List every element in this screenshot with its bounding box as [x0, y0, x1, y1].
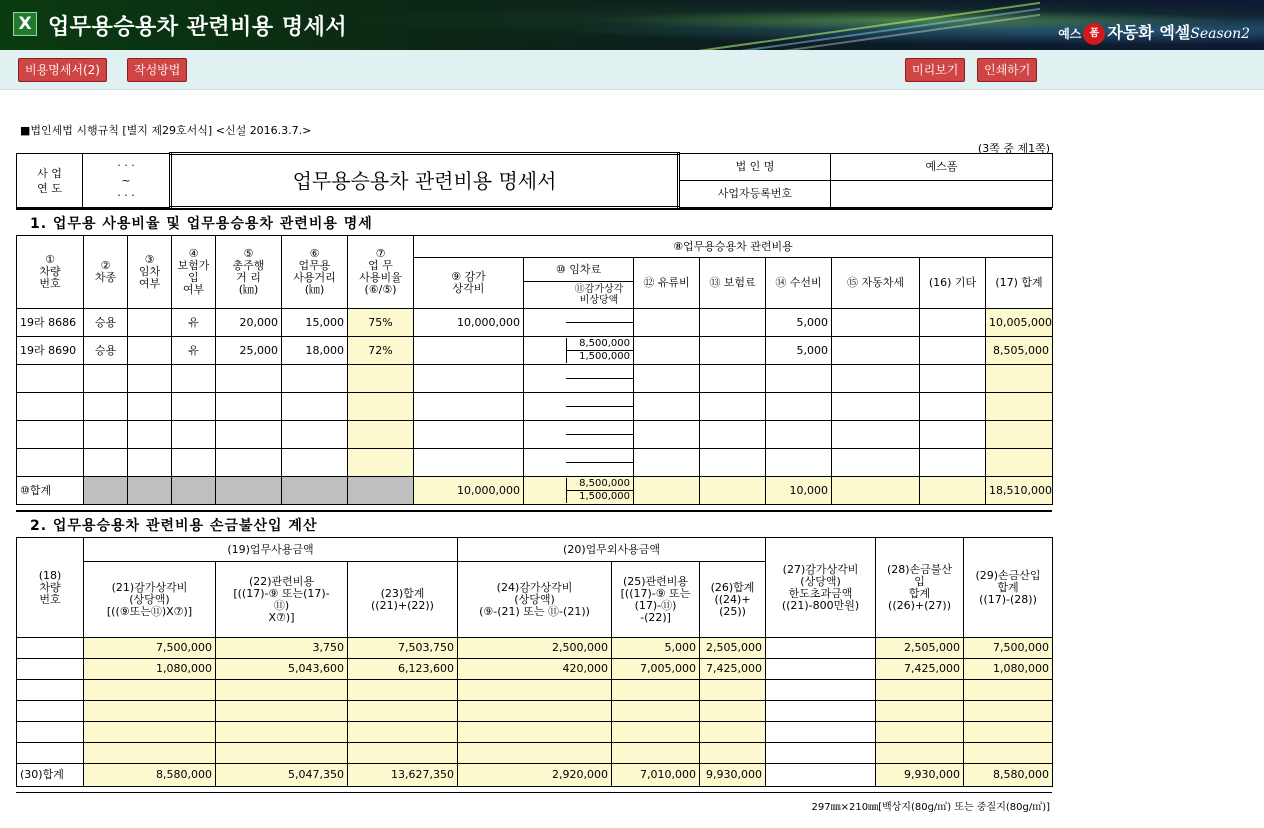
total-cell [986, 365, 1053, 393]
divider [16, 208, 1052, 210]
insured-cell[interactable] [172, 393, 216, 421]
car-no-cell[interactable]: 19라 8690 [17, 337, 84, 365]
deductible-cell: 1,080,000 [964, 659, 1053, 680]
depr-excess-cell [766, 659, 876, 680]
usage-ratio-cell [348, 421, 414, 449]
car-tax-cell[interactable] [832, 421, 920, 449]
nonbiz-related-cell [612, 743, 700, 764]
depreciation-cell[interactable] [414, 421, 524, 449]
th-car-tax: ⑮ 자동차세 [832, 258, 920, 309]
deductible-cell [964, 701, 1053, 722]
nonbiz-depreciation-cell [458, 680, 612, 701]
table-row [17, 393, 1053, 421]
table-row [17, 309, 1053, 337]
total-distance-cell[interactable] [216, 393, 282, 421]
brand-prefix: 예스 [1058, 27, 1082, 41]
nonbiz-depreciation-cell [458, 701, 612, 722]
car-no-cell[interactable] [17, 393, 84, 421]
total-label: ⑩합계 [17, 477, 84, 505]
nonbiz-depreciation-cell [458, 722, 612, 743]
insured-cell[interactable] [172, 449, 216, 477]
th-insurance: ⑬ 보험료 [700, 258, 766, 309]
biz-related-cell [216, 680, 348, 701]
fiscal-year-separator: ~ [121, 174, 131, 187]
disabled-cell [84, 477, 128, 505]
insured-cell[interactable]: 유 [172, 337, 216, 365]
car-type-cell[interactable]: 승용 [84, 337, 128, 365]
biz-related-cell [216, 722, 348, 743]
car-no-cell[interactable] [17, 680, 84, 701]
repair-cell[interactable]: 5,000 [766, 309, 832, 337]
table-row [17, 743, 1053, 764]
biz-distance-cell[interactable] [282, 393, 348, 421]
biz-distance-cell[interactable] [282, 365, 348, 393]
insurance-cell[interactable] [700, 309, 766, 337]
fuel-cell[interactable] [634, 365, 700, 393]
total-label: (30)합계 [17, 764, 84, 787]
fiscal-year-value[interactable] [83, 154, 171, 208]
total-fuel-cell [634, 477, 700, 505]
car-no-cell[interactable] [17, 722, 84, 743]
biz-depreciation-cell [84, 743, 216, 764]
th-biz-distance: ⑥ 업무용 사용거리 (㎞) [282, 236, 348, 309]
repair-cell[interactable] [766, 449, 832, 477]
table-row [17, 449, 1053, 477]
nondeductible-cell: 7,425,000 [876, 659, 964, 680]
nonbiz-sum-cell: 7,425,000 [700, 659, 766, 680]
biz-related-cell: 5,043,600 [216, 659, 348, 680]
excel-icon: X [13, 12, 37, 36]
insurance-cell[interactable] [700, 365, 766, 393]
lease-cell[interactable] [128, 337, 172, 365]
car-no-cell[interactable] [17, 638, 84, 659]
banner-decoration [620, 0, 1040, 50]
table-row [17, 680, 1053, 701]
nonbiz-depreciation-cell: 420,000 [458, 659, 612, 680]
nonbiz-sum-cell: 2,505,000 [700, 638, 766, 659]
other-cell[interactable] [920, 421, 986, 449]
app-banner [0, 0, 1264, 50]
total-nonbiz-depreciation-cell: 2,920,000 [458, 764, 612, 787]
rent-amount[interactable] [567, 434, 633, 435]
nonbiz-related-cell: 5,000 [612, 638, 700, 659]
form-header [16, 152, 1053, 209]
repair-cell[interactable] [766, 393, 832, 421]
th2-nonbiz-related: (25)관련비용 [((17)-⑨ 또는 (17)-⑪) -(22)] [612, 562, 700, 638]
lease-cell[interactable] [128, 421, 172, 449]
nonbiz-sum-cell [700, 722, 766, 743]
rent-cell[interactable] [524, 393, 634, 421]
th2-biz-depreciation: (21)감가상각비 (상당액) [((⑨또는⑪)X⑦)] [84, 562, 216, 638]
car-tax-cell[interactable] [832, 365, 920, 393]
depreciation-cell[interactable]: 10,000,000 [414, 309, 524, 337]
rent-cell[interactable] [524, 365, 634, 393]
table-row [17, 638, 1053, 659]
th2-depr-excess: (27)감가상각비 (상당액) 한도초과금액 ((21)-800만원) [766, 538, 876, 638]
th-insured: ④ 보험가 입 여부 [172, 236, 216, 309]
nonbiz-depreciation-cell: 2,500,000 [458, 638, 612, 659]
biz-depreciation-cell [84, 701, 216, 722]
car-no-cell[interactable] [17, 701, 84, 722]
deductible-cell: 7,500,000 [964, 638, 1053, 659]
total-nonbiz-related-cell: 7,010,000 [612, 764, 700, 787]
nonbiz-related-cell [612, 722, 700, 743]
depreciation-cell[interactable] [414, 449, 524, 477]
biz-distance-cell[interactable] [282, 449, 348, 477]
car-tax-cell[interactable] [832, 393, 920, 421]
car-type-cell[interactable] [84, 365, 128, 393]
nonbiz-related-cell: 7,005,000 [612, 659, 700, 680]
deductible-cell [964, 743, 1053, 764]
total-nondeductible-cell: 9,930,000 [876, 764, 964, 787]
table-row [17, 701, 1053, 722]
grand-total-cell: 18,510,000 [986, 477, 1053, 505]
table-row [17, 722, 1053, 743]
total-row [17, 477, 1053, 505]
total-car-tax-cell [832, 477, 920, 505]
section1-table [16, 235, 1053, 505]
form-title: 업무용승용차 관련비용 명세서 [171, 154, 679, 208]
disabled-cell [172, 477, 216, 505]
th-fuel: ⑫ 유류비 [634, 258, 700, 309]
disabled-cell [128, 477, 172, 505]
section2-table [16, 537, 1053, 787]
biz-sum-cell [348, 722, 458, 743]
table-row [17, 659, 1053, 680]
car-no-cell[interactable] [17, 743, 84, 764]
total-row [17, 764, 1053, 787]
car-type-cell[interactable] [84, 421, 128, 449]
th-total-distance: ⑤ 총주행 거 리 (㎞) [216, 236, 282, 309]
car-tax-cell[interactable] [832, 337, 920, 365]
total-cell: 10,005,000 [986, 309, 1053, 337]
insured-cell[interactable]: 유 [172, 309, 216, 337]
other-cell[interactable] [920, 309, 986, 337]
total-repair-cell: 10,000 [766, 477, 832, 505]
th2-biz-related: (22)관련비용 [((17)-⑨ 또는(17)- ⑪) X⑦)] [216, 562, 348, 638]
nonbiz-related-cell [612, 701, 700, 722]
total-biz-depreciation-cell: 8,580,000 [84, 764, 216, 787]
fuel-cell[interactable] [634, 421, 700, 449]
disabled-cell [348, 477, 414, 505]
divider [16, 510, 1052, 512]
depr-excess-cell [766, 680, 876, 701]
other-cell[interactable] [920, 337, 986, 365]
th2-nonbiz-sum: (26)합계 ((24)+(25)) [700, 562, 766, 638]
fiscal-year-label: 사 업 연 도 [17, 154, 83, 208]
car-type-cell[interactable]: 승용 [84, 309, 128, 337]
th-car-no: ① 차량 번호 [17, 236, 84, 309]
rent-depreciation-amount[interactable]: 1,500,000 [579, 351, 630, 362]
insurance-cell[interactable] [700, 393, 766, 421]
rent-amount[interactable] [567, 322, 633, 323]
th-rent-depreciation: ⑪감가상각 비상당액 [524, 282, 634, 309]
lease-cell[interactable] [128, 449, 172, 477]
car-no-cell[interactable] [17, 449, 84, 477]
biz-depreciation-cell [84, 680, 216, 701]
total-biz-sum-cell: 13,627,350 [348, 764, 458, 787]
biz-distance-cell[interactable]: 18,000 [282, 337, 348, 365]
nonbiz-depreciation-cell [458, 743, 612, 764]
nondeductible-cell [876, 743, 964, 764]
biz-distance-cell[interactable] [282, 421, 348, 449]
nondeductible-cell [876, 680, 964, 701]
bizno-value[interactable] [831, 181, 1053, 208]
total-cell [986, 449, 1053, 477]
insured-cell[interactable] [172, 421, 216, 449]
howto-button[interactable]: 작성방법 [127, 58, 187, 82]
th2-deductible-total: (29)손금산입 합계 ((17)-(28)) [964, 538, 1053, 638]
lease-cell[interactable] [128, 365, 172, 393]
th2-biz-sum: (23)합계 ((21)+(22)) [348, 562, 458, 638]
total-distance-cell[interactable] [216, 421, 282, 449]
total-insurance-cell [700, 477, 766, 505]
nondeductible-cell [876, 701, 964, 722]
car-type-cell[interactable] [84, 449, 128, 477]
nondeductible-cell: 2,505,000 [876, 638, 964, 659]
fuel-cell[interactable] [634, 309, 700, 337]
biz-related-cell [216, 743, 348, 764]
car-tax-cell[interactable] [832, 309, 920, 337]
total-deductible-cell: 8,580,000 [964, 764, 1053, 787]
rent-amount[interactable] [567, 378, 633, 379]
usage-ratio-cell [348, 393, 414, 421]
th2-car-no: (18) 차량 번호 [17, 538, 84, 638]
depr-excess-cell [766, 722, 876, 743]
insured-cell[interactable] [172, 365, 216, 393]
rent-amount[interactable]: 8,500,000 [567, 478, 633, 491]
car-no-cell[interactable] [17, 659, 84, 680]
total-cell: 8,505,000 [986, 337, 1053, 365]
biz-depreciation-cell [84, 722, 216, 743]
th-repair: ⑭ 수선비 [766, 258, 832, 309]
fuel-cell[interactable] [634, 393, 700, 421]
th-lease: ③ 임차 여부 [128, 236, 172, 309]
depreciation-cell[interactable] [414, 337, 524, 365]
brand-season: Season2 [1190, 26, 1250, 42]
car-no-cell[interactable]: 19라 8686 [17, 309, 84, 337]
total-cell [986, 393, 1053, 421]
disabled-cell [216, 477, 282, 505]
repair-cell[interactable] [766, 421, 832, 449]
nonbiz-sum-cell [700, 743, 766, 764]
depr-excess-cell [766, 638, 876, 659]
lease-cell[interactable] [128, 393, 172, 421]
other-cell[interactable] [920, 449, 986, 477]
repair-cell[interactable] [766, 365, 832, 393]
disabled-cell [282, 477, 348, 505]
usage-ratio-cell [348, 449, 414, 477]
nonbiz-sum-cell [700, 680, 766, 701]
law-reference: ■법인세법 시행규칙 [별지 제29호서식] <신설 2016.3.7.> [20, 124, 312, 137]
biz-sum-cell: 6,123,600 [348, 659, 458, 680]
total-depreciation-cell: 10,000,000 [414, 477, 524, 505]
depreciation-cell[interactable] [414, 365, 524, 393]
th-rent: ⑩ 임차료 [524, 258, 634, 282]
car-no-cell[interactable] [17, 421, 84, 449]
table-row [17, 337, 1053, 365]
other-cell[interactable] [920, 393, 986, 421]
brand-icon: 폼 [1083, 23, 1105, 45]
biz-sum-cell [348, 680, 458, 701]
total-other-cell [920, 477, 986, 505]
th2-nonbiz-depreciation: (24)감가상각비 (상당액) (⑨-(21) 또는 ⑪-(21)) [458, 562, 612, 638]
rent-depreciation-amount[interactable]: 1,500,000 [579, 491, 630, 502]
nonbiz-sum-cell [700, 701, 766, 722]
lease-cell[interactable] [128, 309, 172, 337]
nonbiz-related-cell [612, 680, 700, 701]
th-depreciation: ⑨ 감가 상각비 [414, 258, 524, 309]
deductible-cell [964, 680, 1053, 701]
depreciation-cell[interactable] [414, 393, 524, 421]
biz-related-cell: 3,750 [216, 638, 348, 659]
th2-biz-use: (19)업무사용금액 [84, 538, 458, 562]
preview-button[interactable]: 미리보기 [905, 58, 965, 82]
print-button[interactable]: 인쇄하기 [977, 58, 1037, 82]
app-title: 업무용승용차 관련비용 명세서 [48, 15, 348, 40]
biz-sum-cell [348, 743, 458, 764]
rent-amount[interactable] [567, 406, 633, 407]
corp-name-label: 법 인 명 [679, 154, 831, 181]
biz-depreciation-cell: 1,080,000 [84, 659, 216, 680]
total-cell [986, 421, 1053, 449]
fuel-cell[interactable] [634, 337, 700, 365]
rent-amount[interactable]: 8,500,000 [567, 338, 633, 351]
section1-title: 1. 업무용 사용비율 및 업무용승용차 관련비용 명세 [30, 216, 373, 232]
brand-name: 자동화 엑셀 [1107, 23, 1191, 42]
total-nonbiz-sum-cell: 9,930,000 [700, 764, 766, 787]
th2-nonbiz-use: (20)업무외사용금액 [458, 538, 766, 562]
insurance-cell[interactable] [700, 337, 766, 365]
car-tax-cell[interactable] [832, 449, 920, 477]
total-biz-related-cell: 5,047,350 [216, 764, 348, 787]
biz-distance-cell[interactable]: 15,000 [282, 309, 348, 337]
depr-excess-cell [766, 743, 876, 764]
usage-ratio-cell: 75% [348, 309, 414, 337]
insurance-cell[interactable] [700, 421, 766, 449]
total-depr-excess-cell [766, 764, 876, 787]
repair-cell[interactable]: 5,000 [766, 337, 832, 365]
th-other: (16) 기타 [920, 258, 986, 309]
bizno-label: 사업자등록번호 [679, 181, 831, 208]
usage-ratio-cell: 72% [348, 337, 414, 365]
insurance-cell[interactable] [700, 449, 766, 477]
depr-excess-cell [766, 701, 876, 722]
th-usage-ratio: ⑦ 업 무 사용비율 (⑥/⑤) [348, 236, 414, 309]
car-type-cell[interactable] [84, 393, 128, 421]
th2-nondeductible-total: (28)손금불산 입 합계 ((26)+(27)) [876, 538, 964, 638]
rent-amount[interactable] [567, 462, 633, 463]
deductible-cell [964, 722, 1053, 743]
th-total: (17) 합계 [986, 258, 1053, 309]
biz-sum-cell: 7,503,750 [348, 638, 458, 659]
total-rent-cell [524, 477, 634, 505]
table-row [17, 421, 1053, 449]
table-row [17, 365, 1053, 393]
biz-depreciation-cell: 7,500,000 [84, 638, 216, 659]
biz-related-cell [216, 701, 348, 722]
rent-cell[interactable] [524, 421, 634, 449]
total-distance-cell[interactable]: 25,000 [216, 337, 282, 365]
toolbar [0, 50, 1264, 90]
statement-button[interactable]: 비용명세서(2) [18, 58, 107, 82]
brand-logo [1058, 20, 1250, 45]
total-distance-cell[interactable] [216, 449, 282, 477]
rent-cell[interactable] [524, 309, 634, 337]
page-note: (3쪽 중 제1쪽) [977, 142, 1050, 155]
corp-name-value[interactable]: 예스폼 [831, 154, 1053, 181]
rent-cell[interactable] [524, 449, 634, 477]
car-no-cell[interactable] [17, 365, 84, 393]
fiscal-year-end: · · · [117, 189, 135, 202]
usage-ratio-cell [348, 365, 414, 393]
paper-note: 297㎜×210㎜[백상지(80g/㎡) 또는 중질지(80g/㎡)] [811, 802, 1050, 813]
fuel-cell[interactable] [634, 449, 700, 477]
fiscal-year-start: · · · [117, 159, 135, 172]
total-distance-cell[interactable]: 20,000 [216, 309, 282, 337]
th-car-type: ② 차종 [84, 236, 128, 309]
other-cell[interactable] [920, 365, 986, 393]
nondeductible-cell [876, 722, 964, 743]
biz-sum-cell [348, 701, 458, 722]
divider [16, 792, 1052, 793]
section2-title: 2. 업무용승용차 관련비용 손금불산입 계산 [30, 518, 318, 534]
th-related-costs: ⑧업무용승용차 관련비용 [414, 236, 1053, 258]
total-distance-cell[interactable] [216, 365, 282, 393]
rent-cell[interactable] [524, 337, 634, 365]
